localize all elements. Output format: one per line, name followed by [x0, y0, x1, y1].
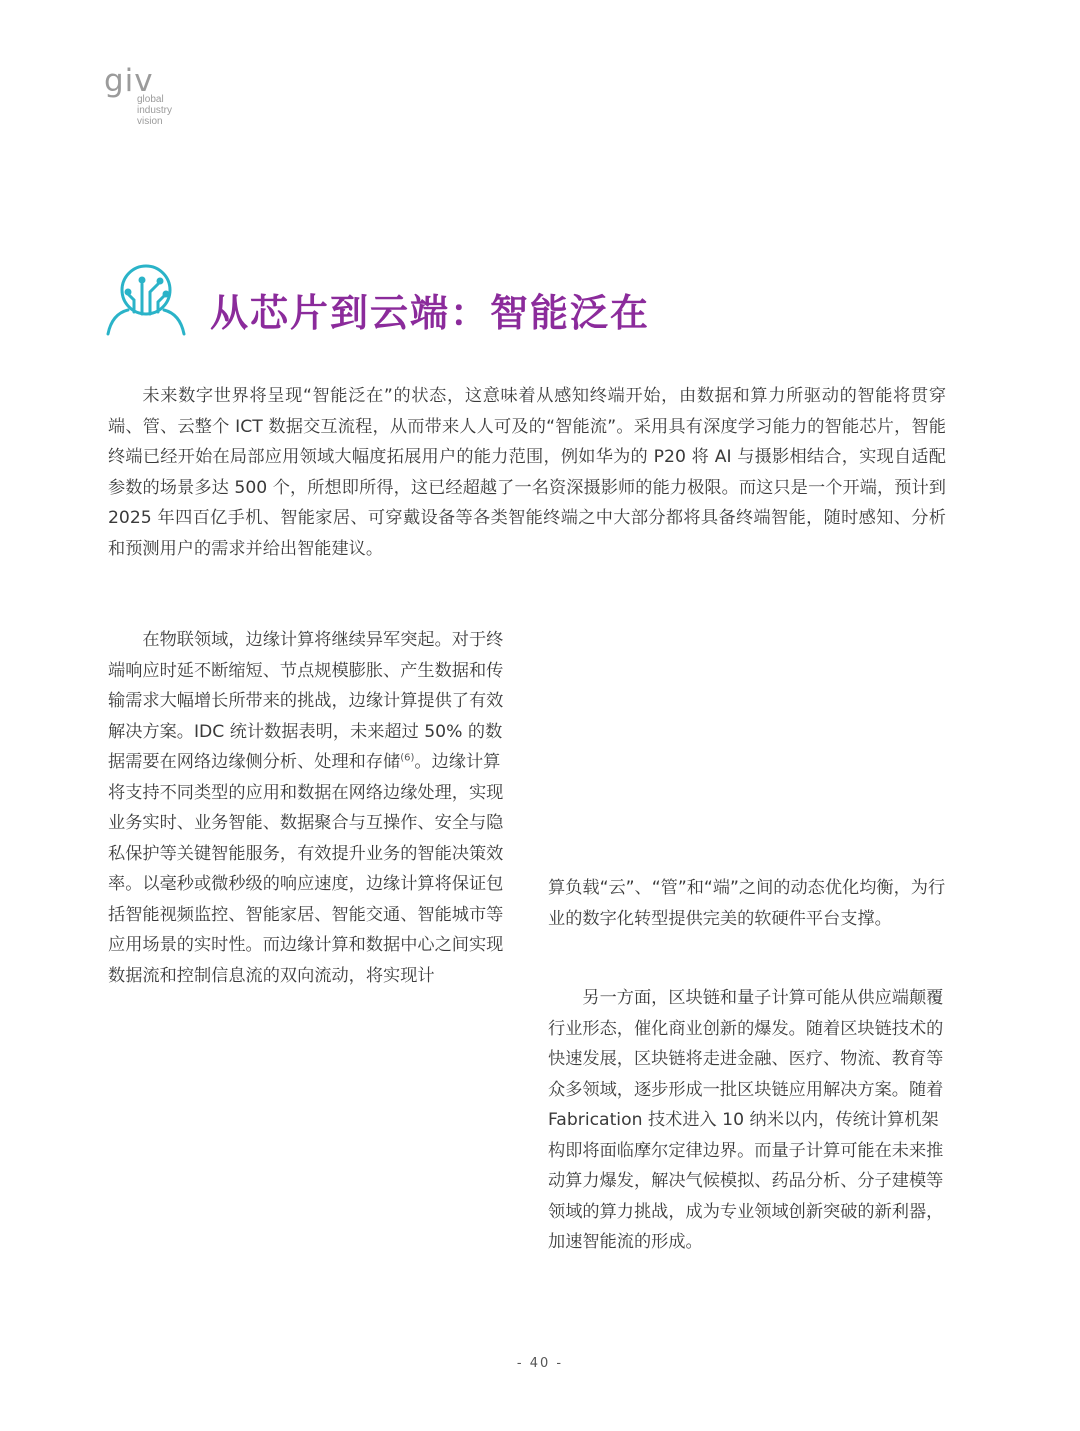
intro-paragraph: 未来数字世界将呈现“智能泛在”的状态，这意味着从感知终端开始，由数据和算力所驱动的智能将贯穿端、管、云整个 ICT 数据交互流程，从而带来人人可及的“智能流”。采用具有深度学习能力的智能芯片，智能终端已经开始在局部应用领域大幅度拓展用户的能力范围，例如华为的 P20 将 AI 与摄影相结合，实现自适配参数的场景多达 500 个，所想即所得，这已经超越了一名资深摄影师的能力极限。而这只是一个开端，预计到 2025 年四百亿手机、智能家居、可穿戴设备等各类智能终端之中大部分都将具备终端智能，随时感知、分析和预测用户的需求并给出智能建议。: [108, 386, 947, 559]
ai-head-circuit-icon: [106, 262, 186, 338]
logo-mark: giv: [104, 63, 154, 99]
section-title: 从芯片到云端：智能泛在: [210, 291, 651, 335]
giv-logo: [104, 63, 194, 136]
left-text-part2: 。边缘计算将支持不同类型的应用和数据在网络边缘处理，实现业务实时、业务智能、数据聚合与互操作、安全与隐私保护等关键智能服务，有效提升业务的智能决策效率。以毫秒或微秒级的响应速度，边缘计算将保证包括智能视频监控、智能家居、智能交通、智能城市等应用场景的实时性。而边缘计算和数据中心之间实现数据流和控制信息流的双向流动，将实现计: [108, 752, 504, 986]
logo-line-industry: industry: [137, 105, 173, 116]
logo-line-global: global: [137, 94, 164, 105]
right-column-paragraph: 另一方面，区块链和量子计算可能从供应端颠覆行业形态，催化商业创新的爆发。随着区块链技术的快速发展，区块链将走进金融、医疗、物流、教育等众多领域，逐步形成一批区块链应用解决方案。随着 Fabrication 技术进入 10 纳米以内，传统计算机架构即将面临摩尔定律边界。而量子计算可能在未来推动算力爆发，解决气候模拟、药品分析、分子建模等领域的算力挑战，成为专业领域创新突破的新利器，加速智能流的形成。: [548, 988, 944, 1252]
right-column-continuation: 算负载“云”、“管”和“端”之间的动态优化均衡，为行业的数字化转型提供完美的软硬件平台支撑。: [548, 878, 946, 929]
logo-tagline: [137, 94, 172, 127]
left-column-paragraph: [108, 625, 506, 991]
section-heading: [106, 262, 1006, 342]
page-number: - 40 -: [516, 1356, 564, 1371]
left-text-part1: 在物联领域，边缘计算将继续异军突起。对于终端响应时延不断缩短、节点规模膨胀、产生数据和传输需求大幅增长所带来的挑战，边缘计算提供了有效解决方案。IDC 统计数据表明，未来超过 50% 的数据需要在网络边缘侧分析、处理和存储: [108, 630, 504, 772]
footnote-marker: (6): [400, 752, 415, 764]
logo-line-vision: vision: [137, 116, 163, 127]
